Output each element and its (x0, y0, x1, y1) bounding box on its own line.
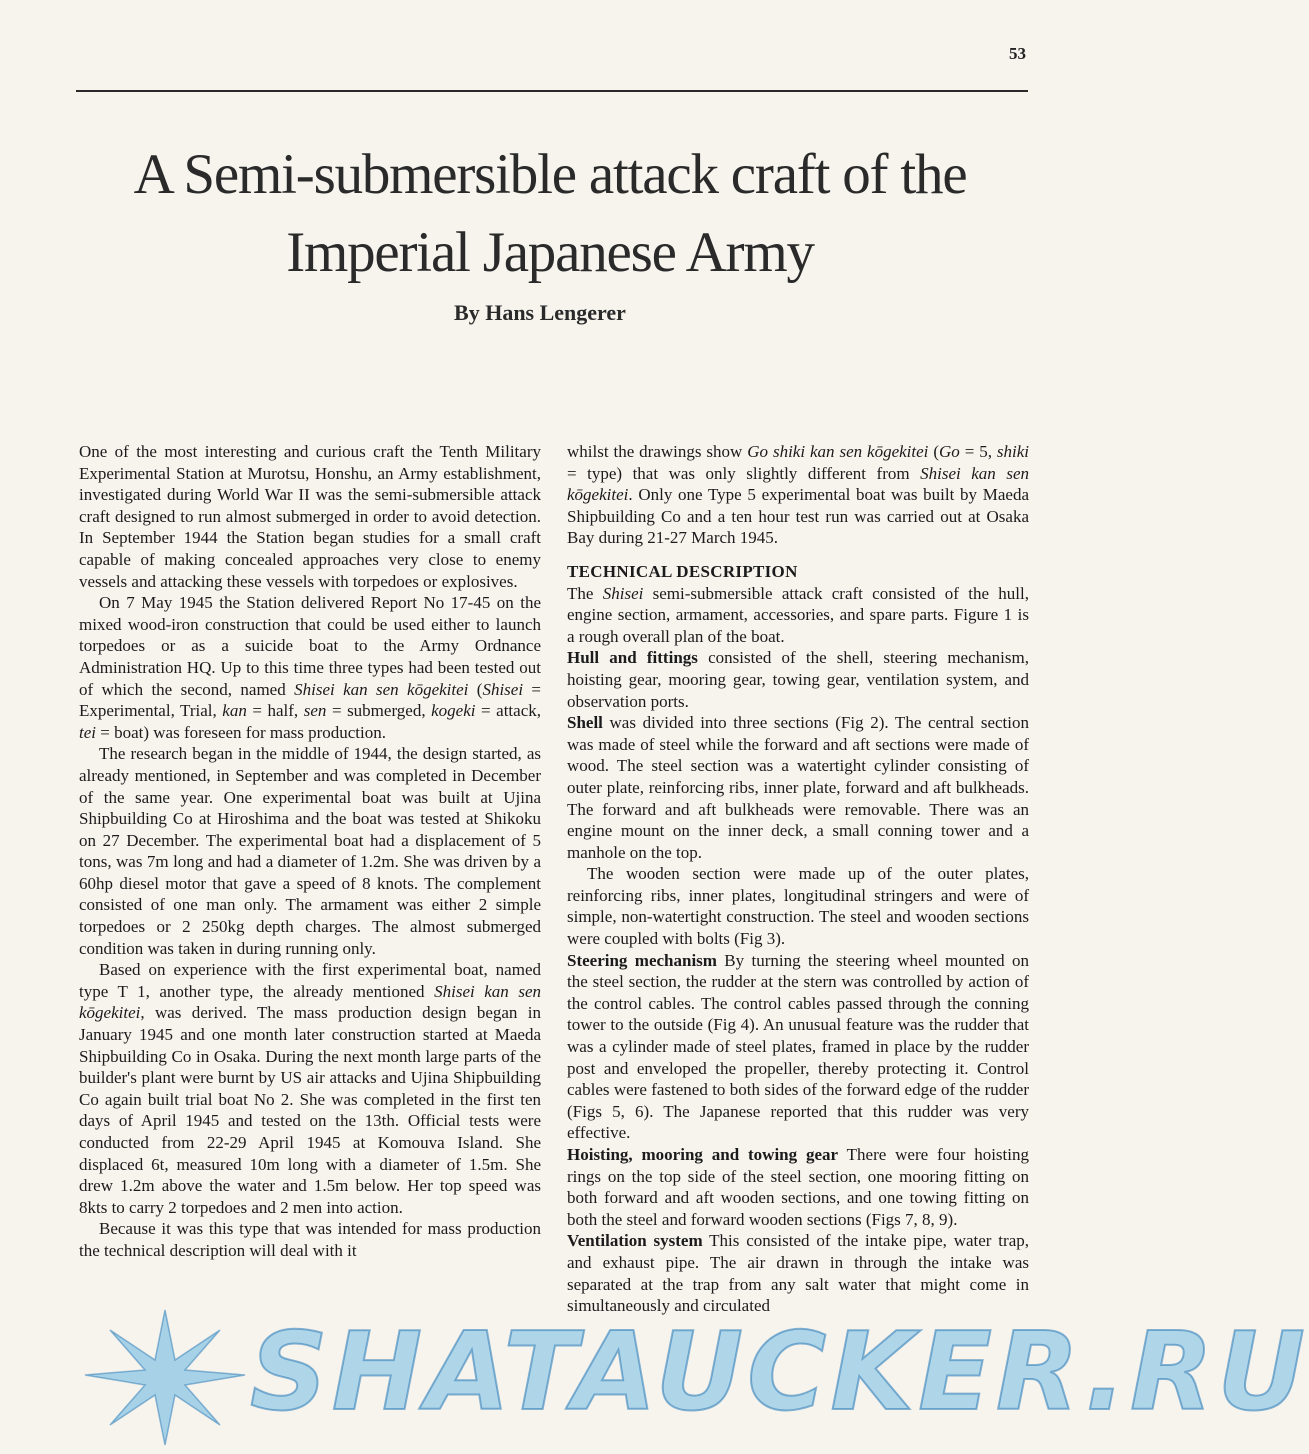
paragraph: The wooden section were made up of the outer plates, reinforcing ribs, inner plates, longitudinal stringers and were of simple, non-watertight construction. The steel and wooden sections were coupled with bolts (Fig 3). (567, 864, 1029, 949)
paragraph: Steering mechanism By turning the steering wheel mounted on the steel section, the rudder at the stern was controlled by action of the control cables. The control cables passed through the conning tower to the outside (Fig 4). An unusual feature was the rudder that was a cylinder made of steel plates, framed in place by the rudder post and enveloped the propeller, thereby protecting it. Control cables were fastened to both sides of the forward edge of the rudder (Figs 5, 6). The Japanese reported that this rudder was very effective. (567, 950, 1029, 1143)
paragraph: Ventilation system This consisted of the intake pipe, water trap, and exhaust pipe. The air drawn in through the intake was separated at the trap from any salt water that might come in simultaneously and circulated (567, 1231, 1029, 1316)
paragraph: On 7 May 1945 the Station delivered Report No 17-45 on the mixed wood-iron construction that could be used either to launch torpedoes or as a suicide boat to the Army Ordnance Administration HQ. Up to this time three types had been tested out of which the second, named Shisei kan sen kōgekitei (Shisei = Experimental, Trial, kan = half, sen = submerged, kogeki = attack, tei = boat) was foreseen for mass production. (79, 593, 542, 742)
run-in-heading: Shell (567, 713, 603, 733)
paragraph: Because it was this type that was intended for mass production the technical description will deal with it (79, 1219, 541, 1260)
run-in-heading: Ventilation system (567, 1231, 703, 1251)
watermark-text: SHATAUCKER.RU (250, 1310, 1309, 1435)
run-in-heading: Hoisting, mooring and towing gear (567, 1145, 839, 1164)
header-rule (76, 90, 1028, 92)
paragraph: Hoisting, mooring and towing gear There were four hoisting rings on the top side of the steel section, one mooring fitting on both forward and aft wooden sections, and one towing fitting on both the steel and forward wooden sections (Figs 7, 8, 9). (567, 1145, 1029, 1229)
paragraph: whilst the drawings show Go shiki kan sen kōgekitei (Go = 5, shiki = type) that was only slightly different from Shisei kan sen kōgekitei. Only one Type 5 experimental boat was built by Maeda Shipbuilding Co and a ten hour test run was carried out at Osaka Bay during 21-27 March 1945. (567, 442, 1029, 548)
article-title: A Semi-submersible attack craft of the Imperial Japanese Army (133, 143, 967, 284)
paragraph: Shell was divided into three sections (Fig 2). The central section was made of steel while the forward and aft sections were made of wood. The steel section was a watertight cylinder consisting of outer plate, reinforcing ribs, inner plate, forward and aft bulkheads. The forward and aft bulkheads were removable. There was an engine mount on the inner deck, a small conning tower and a manhole on the top. (567, 713, 1029, 862)
paragraph: Based on experience with the first experimental boat, named type T 1, another type, the already mentioned Shisei kan sen kōgekitei, was derived. The mass production design began in January 1945 and one month later construction started at Maeda Shipbuilding Co in Osaka. During the next month large parts of the builder's plant were burnt by US air attacks and Ujina Shipbuilding Co again built trial boat No 2. She was completed in the first ten days of April 1945 and tested on the 13th. Official tests were conducted from 22-29 April 1945 at Komouva Island. She displaced 6t, measured 10m long with a diameter of 1.5m. She drew 1.2m above the water and 1.5m below. Her top speed was 8kts to carry 2 torpedoes and 2 men into action. (79, 960, 541, 1217)
paragraph: One of the most interesting and curious craft the Tenth Military Experimental Station at Murotsu, Honshu, an Army establishment, investigated during World War II was the semi-submersible attack craft designed to run almost submerged in order to avoid detection. In September 1944 the Station began studies for a small craft capable of making concealed approaches very close to enemy vessels and attacking these vessels with torpedoes or explosives. (79, 442, 541, 591)
page-number: 53 (1009, 44, 1026, 63)
byline: By Hans Lengerer (454, 300, 626, 325)
paragraph: Hull and fittings consisted of the shell, steering mechanism, hoisting gear, mooring gear, towing gear, ventilation system, and observation ports. (567, 648, 1029, 711)
paragraph: The Shisei semi-submersible attack craft consisted of the hull, engine section, armament, accessories, and spare parts. Figure 1 is a rough overall plan of the boat. (567, 583, 1029, 646)
right-column (567, 441, 1029, 1441)
paragraph: The research began in the middle of 1944, the design started, as already mentioned, in September and was completed in December of the same year. One experimental boat was built at Ujina Shipbuilding Co at Hiroshima and the boat was tested at Shikoku on 27 December. The experimental boat had a displacement of 5 tons, was 7m long and had a diameter of 1.2m. She was driven by a 60hp diesel motor that gave a speed of 8 knots. The complement consisted of one man only. The armament was either 2 simple torpedoes or 2 250kg depth charges. The almost submerged condition was taken in during running only. (79, 744, 541, 958)
section-heading: TECHNICAL DESCRIPTION (567, 561, 798, 581)
run-in-heading: Steering mechanism (567, 950, 717, 970)
left-column (79, 441, 541, 1441)
run-in-heading: Hull and fittings (567, 648, 698, 668)
